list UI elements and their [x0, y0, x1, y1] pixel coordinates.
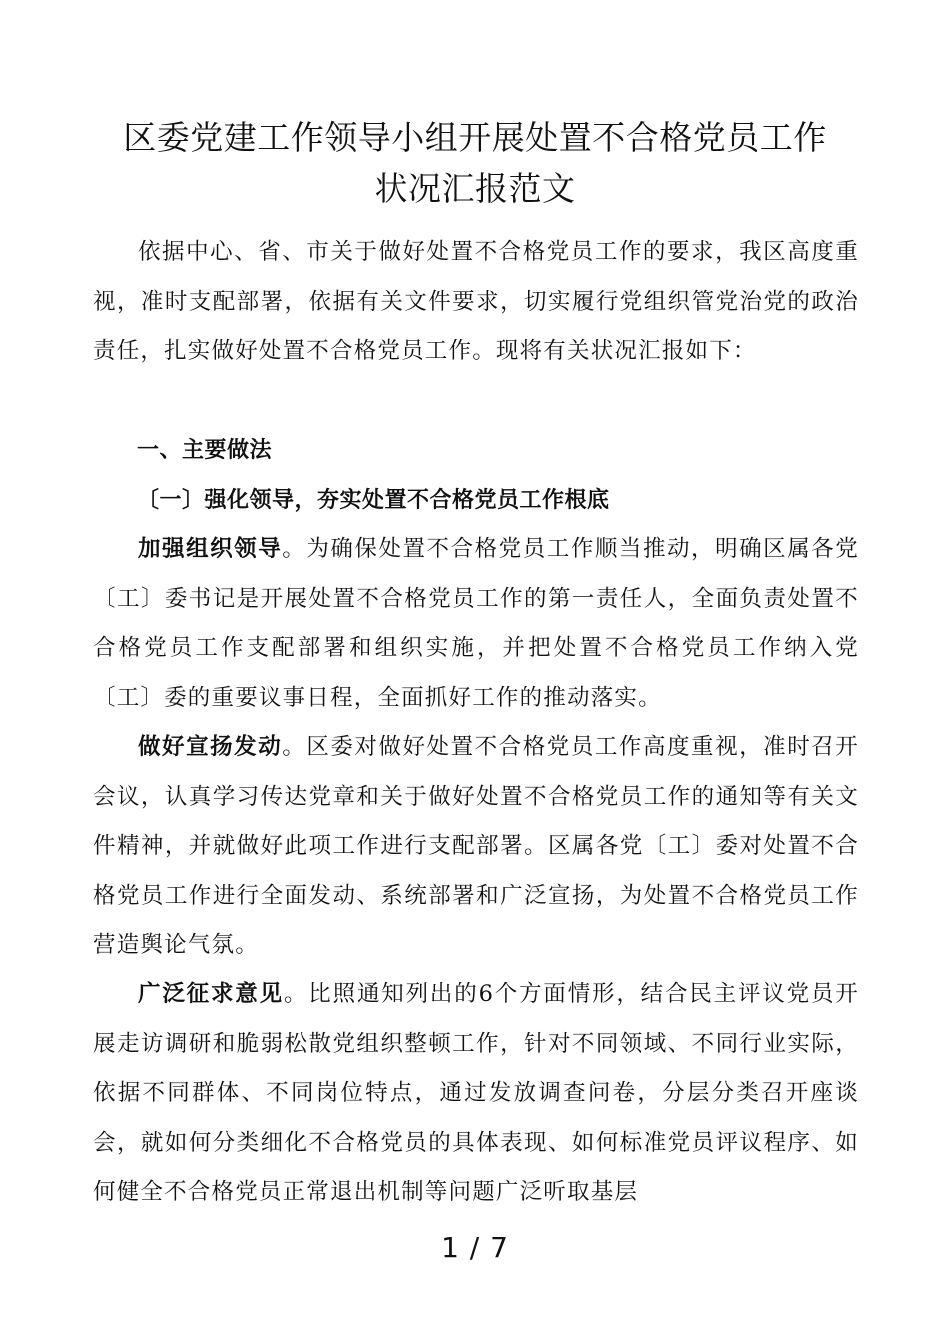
paragraph-text-publicity-mobilization: 。区委对做好处置不合格党员工作高度重视，准时召开会议，认真学习传达党章和关于做好处置不合格党员工作的通知等有关文件精神，并就做好此项工作进行支配部署。区属各党〔工〕委对处置不合格党员工作进行全面发动、系统部署和广泛宣扬，为处置不合格党员工作营造舆论气氛。: [93, 734, 860, 958]
paragraph-publicity-mobilization: [93, 723, 859, 971]
subsection-heading-strengthen-leadership: 〔一〕强化领导，夯实处置不合格党员工作根底: [137, 488, 610, 513]
paragraph-text-solicit-opinions: 。比照通知列出的6个方面情形，结合民主评议党员开展走访调研和脆弱松散党组织整顿工作，针对不同领域、不同行业实际，依据不同群体、不同岗位特点，通过发放调查问卷，分层分类召开座谈会，就如何分类细化不合格党员的具体表现、如何标准党员评议程序、如何健全不合格党员正常退出机制等问题广泛听取基层: [93, 981, 859, 1205]
document-title-line-2: 状况汇报范文: [374, 169, 576, 208]
paragraph-solicit-opinions: [93, 970, 859, 1218]
paragraph-lead-solicit-opinions: 广泛征求意见: [138, 981, 284, 1007]
paragraph-text-organization-leadership: 。为确保处置不合格党员工作顺当推动，明确区属各党〔工〕委书记是开展处置不合格党员工作的第一责任人，全面负责处置不合格党员工作支配部署和组织实施，并把处置不合格党员工作纳入党〔工〕委的重要议事日程，全面抓好工作的推动落实。: [93, 536, 860, 711]
intro-paragraph: 依据中心、省、市关于做好处置不合格党员工作的要求，我区高度重视，准时支配部署，依据有关文件要求，切实履行党组织管党治党的政治责任，扎实做好处置不合格党员工作。现将有关状况汇报如下：: [93, 239, 859, 364]
paragraph-lead-organization-leadership: 加强组织领导: [138, 536, 283, 562]
paragraph-organization-leadership: [93, 525, 859, 723]
section-heading-main-practices: 一、主要做法: [137, 438, 273, 463]
paragraph-lead-publicity-mobilization: 做好宣扬发动: [138, 734, 283, 760]
page-indicator: 1 / 7: [441, 1231, 509, 1264]
document-title-line-1: 区委党建工作领导小组开展处置不合格党员工作: [123, 118, 827, 157]
